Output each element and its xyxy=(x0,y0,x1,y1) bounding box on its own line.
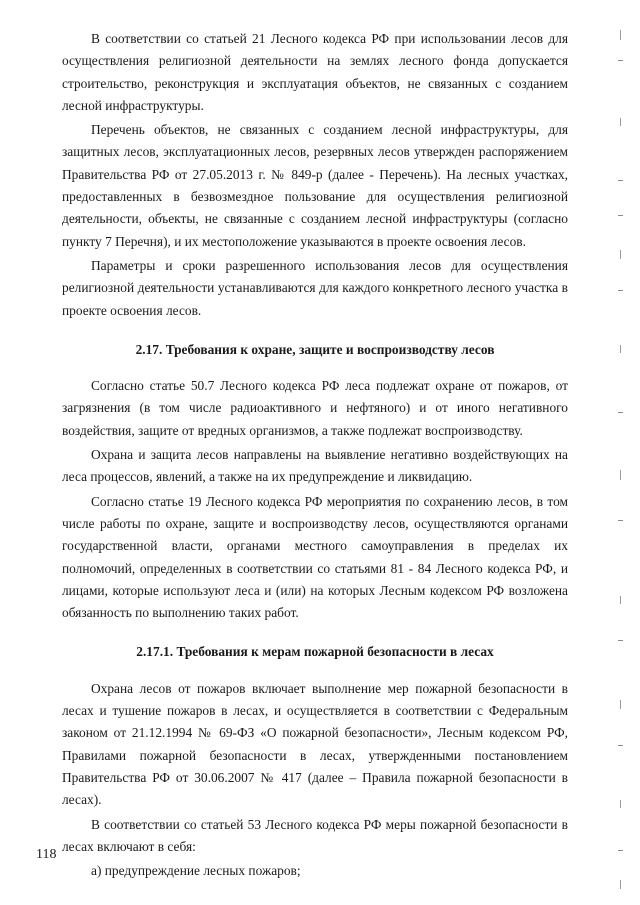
list-item: а) предупреждение лесных пожаров; xyxy=(91,863,301,879)
paragraph: Согласно статье 50.7 Лесного кодекса РФ леса подлежат охране от пожаров, от загрязнения (в том числе радиоактивного и нефтяного) и от иного негативного воздействия, защите от вредных организмов, а также подлежат воспроизводству. xyxy=(62,378,568,438)
page-number: 118 xyxy=(36,847,57,862)
scan-edge-marks xyxy=(608,0,640,905)
paragraph: Согласно статье 19 Лесного кодекса РФ мероприятия по сохранению лесов, в том числе работы по охране, защите и воспроизводству лесов, осуществляются органами государственной власти, органами местного самоуправления в пределах их полномочий, определенных в соответствии со статьями 81 - 84 Лесного кодекса РФ, и лицами, которые используют леса и (или) на которых Лесным кодексом РФ возложена обязанность по выполнению таких работ. xyxy=(62,493,568,621)
subsection-heading: 2.17.1. Требования к мерам пожарной безопасности в лесах xyxy=(136,644,494,660)
paragraph: В соответствии со статьей 53 Лесного кодекса РФ меры пожарной безопасности в лесах включают в себя: xyxy=(62,816,568,854)
paragraph: Параметры и сроки разрешенного использования лесов для осуществления религиозной деятельности устанавливаются для каждого конкретного лесного участка в проекте освоения лесов. xyxy=(62,257,568,318)
document-body xyxy=(62,28,568,882)
paragraph: В соответствии со статьей 21 Лесного кодекса РФ при использовании лесов для осуществления религиозной деятельности на землях лесного фонда допускается строительство, реконструкция и эксплуатация объектов, не связанных с созданием лесной инфраструктуры. xyxy=(62,31,568,113)
section-heading: 2.17. Требования к охране, защите и воспроизводству лесов xyxy=(135,341,495,357)
paragraph: Охрана и защита лесов направлены на выявление негативно воздействующих на леса процессов, явлений, а также на их предупреждение и ликвидацию. xyxy=(62,447,568,485)
paragraph: Охрана лесов от пожаров включает выполнение мер пожарной безопасности в лесах и тушение пожаров в лесах, и осуществляется в соответствии с Федеральным законом от 21.12.1994 № 69-ФЗ «О пожарной безопасности», Лесным кодексом РФ, Правилами пожарной безопасности в лесах, утвержденными постановлением Правительства РФ от 30.06.2007 № 417 (далее – Правила пожарной безопасности в лесах). xyxy=(62,680,568,808)
paragraph: Перечень объектов, не связанных с созданием лесной инфраструктуры, для защитных лесов, эксплуатационных лесов, резервных лесов утвержден распоряжением Правительства РФ от 27.05.2013 г. № 849-р (далее - Перечень). На лесных участках, предоставленных в безвозмездное пользование для осуществления религиозной деятельности, объекты, не связанные с созданием лесной инфраструктуры (согласно пункту 7 Перечня), и их местоположение указываются в проекте освоения лесов. xyxy=(62,122,568,249)
